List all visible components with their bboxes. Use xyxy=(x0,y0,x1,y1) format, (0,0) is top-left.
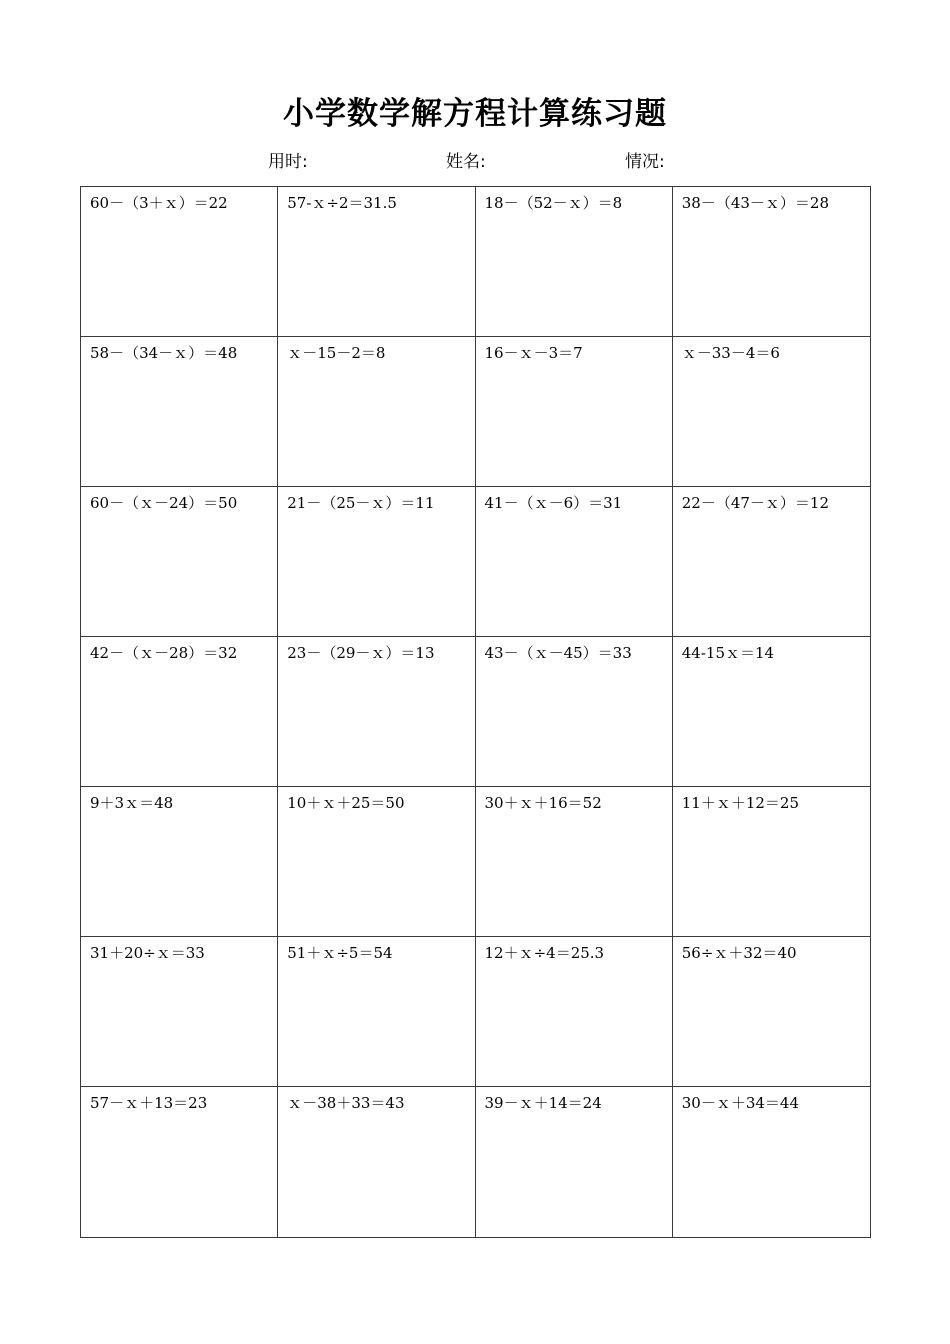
problem-cell xyxy=(673,937,870,1087)
equation-text: 57-ｘ÷2＝31.5 xyxy=(287,194,397,212)
problem-cell xyxy=(278,787,475,937)
problem-cell xyxy=(278,637,475,787)
equation-text: 9＋3ｘ＝48 xyxy=(90,794,174,812)
equation-text: 31＋20÷ｘ＝33 xyxy=(90,944,205,962)
problem-cell xyxy=(673,787,870,937)
problem-cell xyxy=(476,487,673,637)
problem-cell xyxy=(81,487,278,637)
equation-text: ｘ－38＋33＝43 xyxy=(287,1094,405,1112)
problem-cell xyxy=(278,1087,475,1237)
equation-text: 23－（29－ｘ）＝13 xyxy=(287,644,435,662)
name-label: 姓名: xyxy=(446,152,486,172)
equation-text: 21－（25－ｘ）＝11 xyxy=(287,494,435,512)
equation-text: 42－（ｘ－28）＝32 xyxy=(90,644,238,662)
equation-text: 16－ｘ－3＝7 xyxy=(484,344,583,362)
equation-text: 30－ｘ＋34＝44 xyxy=(681,1094,800,1112)
equation-text: ｘ－15－2＝8 xyxy=(287,344,386,362)
problem-cell xyxy=(81,1087,278,1237)
equation-text: 10＋ｘ＋25＝50 xyxy=(287,794,405,812)
problem-cell xyxy=(278,187,475,337)
time-label: 用时: xyxy=(268,152,308,172)
equation-text: 51＋ｘ÷5＝54 xyxy=(287,944,393,962)
problem-cell xyxy=(476,337,673,487)
problem-cell xyxy=(673,187,870,337)
worksheet-title: 小学数学解方程计算练习题 xyxy=(283,96,667,132)
problem-cell xyxy=(81,937,278,1087)
equation-text: 41－（ｘ－6）＝31 xyxy=(484,494,623,512)
problem-cell xyxy=(278,337,475,487)
problem-grid xyxy=(80,186,871,1238)
equation-text: 58－（34－ｘ）＝48 xyxy=(90,344,238,362)
problem-cell xyxy=(476,637,673,787)
problem-cell xyxy=(476,937,673,1087)
equation-text: 18－（52－ｘ）＝8 xyxy=(484,194,623,212)
equation-text: 39－ｘ＋14＝24 xyxy=(484,1094,602,1112)
equation-text: 60－（3＋ｘ）＝22 xyxy=(90,194,228,212)
equation-text: 30＋ｘ＋16＝52 xyxy=(484,794,602,812)
problem-cell xyxy=(278,487,475,637)
problem-cell xyxy=(673,337,870,487)
problem-cell xyxy=(476,787,673,937)
equation-text: 44-15ｘ＝14 xyxy=(681,644,775,662)
equation-text: 60－（ｘ－24）＝50 xyxy=(90,494,238,512)
equation-text: 12＋ｘ÷4＝25.3 xyxy=(484,944,605,962)
equation-text: ｘ－33－4＝6 xyxy=(681,344,780,362)
equation-text: 11＋ｘ＋12＝25 xyxy=(681,794,800,812)
problem-cell xyxy=(673,1087,870,1237)
problem-cell xyxy=(476,187,673,337)
problem-cell xyxy=(673,487,870,637)
equation-text: 22－（47－ｘ）＝12 xyxy=(681,494,830,512)
problem-cell xyxy=(81,637,278,787)
equation-text: 56÷ｘ＋32＝40 xyxy=(681,944,797,962)
equation-text: 43－（ｘ－45）＝33 xyxy=(484,644,632,662)
problem-cell xyxy=(673,637,870,787)
problem-cell xyxy=(81,187,278,337)
equation-text: 38－（43－ｘ）＝28 xyxy=(681,194,830,212)
equation-text: 57－ｘ＋13＝23 xyxy=(90,1094,208,1112)
problem-cell xyxy=(81,787,278,937)
status-label: 情况: xyxy=(625,152,665,172)
problem-cell xyxy=(476,1087,673,1237)
problem-cell xyxy=(278,937,475,1087)
problem-cell xyxy=(81,337,278,487)
